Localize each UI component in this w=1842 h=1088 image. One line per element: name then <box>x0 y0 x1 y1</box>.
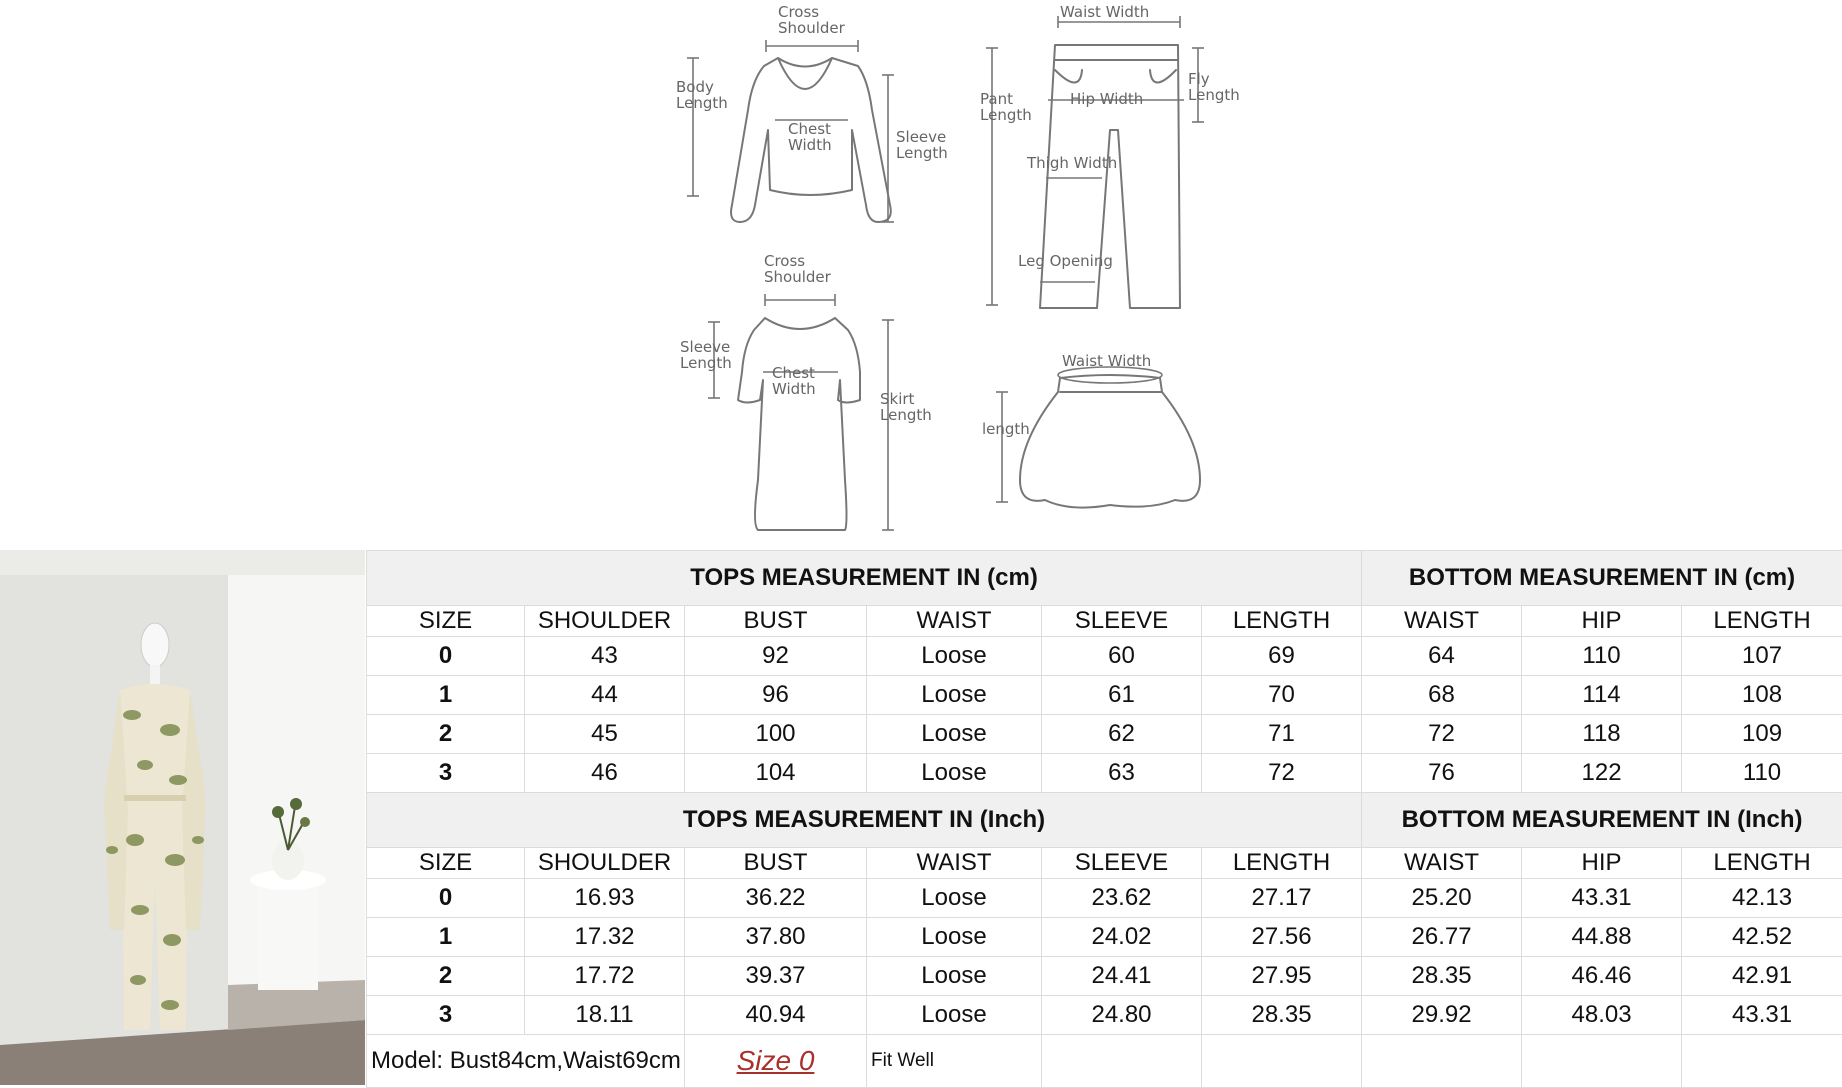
header-cell: SIZE <box>367 848 525 879</box>
pants-hip-label: Hip Width <box>1070 90 1143 108</box>
table-row <box>367 754 1842 793</box>
size-cell: 1 <box>367 918 525 957</box>
table-cell: 24.02 <box>1042 918 1202 957</box>
table-cell: 96 <box>685 676 867 715</box>
table-cell: 43 <box>525 637 685 676</box>
top-body-label-2: Length <box>676 94 728 112</box>
dress-skirt-label-1: Skirt <box>880 390 915 408</box>
table-cell: 118 <box>1522 715 1682 754</box>
header-cell: BUST <box>685 606 867 637</box>
skirt-waist-label: Waist Width <box>1062 352 1151 370</box>
empty-cell <box>1682 1035 1842 1088</box>
table-row <box>367 996 1842 1035</box>
model-footer-row <box>367 1035 1842 1088</box>
table-cell: Loose <box>867 637 1042 676</box>
size-cell: 0 <box>367 637 525 676</box>
dress-cross-label-2: Shoulder <box>764 268 832 286</box>
size-cell: 2 <box>367 715 525 754</box>
top-sleeve-label-2: Length <box>896 144 948 162</box>
header-cell: HIP <box>1522 606 1682 637</box>
header-cell: SLEEVE <box>1042 606 1202 637</box>
header-cell: WAIST <box>867 848 1042 879</box>
pants-fly-label-2: Length <box>1188 86 1240 104</box>
table-cell: 27.17 <box>1202 879 1362 918</box>
table-cell: Loose <box>867 676 1042 715</box>
top-chest-label-1: Chest <box>788 120 831 138</box>
table-cell: 68 <box>1362 676 1522 715</box>
fit-note: Fit Well <box>867 1035 1042 1088</box>
table-cell: 76 <box>1362 754 1522 793</box>
empty-cell <box>1042 1035 1202 1088</box>
table-cell: 39.37 <box>685 957 867 996</box>
table-cell: 100 <box>685 715 867 754</box>
pants-length-label-1: Pant <box>980 90 1013 108</box>
pants-waist-label: Waist Width <box>1060 3 1149 21</box>
model-measurements: Model: Bust84cm,Waist69cm <box>367 1035 685 1088</box>
size-cell: 0 <box>367 879 525 918</box>
table-cell: 122 <box>1522 754 1682 793</box>
table-row <box>367 637 1842 676</box>
table-cell: 62 <box>1042 715 1202 754</box>
table-cell: 42.13 <box>1682 879 1842 918</box>
bottom-cm-title: BOTTOM MEASUREMENT IN (cm) <box>1362 551 1842 606</box>
tops-cm-title: TOPS MEASUREMENT IN (cm) <box>367 551 1362 606</box>
inch-header-row <box>367 848 1842 879</box>
empty-cell <box>1522 1035 1682 1088</box>
table-row <box>367 918 1842 957</box>
table-cell: 25.20 <box>1362 879 1522 918</box>
table-cell: 60 <box>1042 637 1202 676</box>
table-cell: Loose <box>867 754 1042 793</box>
table-cell: 69 <box>1202 637 1362 676</box>
top-chest-label-2: Width <box>788 136 832 154</box>
pants-fly-label-1: Fly <box>1188 70 1210 88</box>
top-cross-label-2: Shoulder <box>778 19 846 37</box>
table-cell: 46.46 <box>1522 957 1682 996</box>
table-cell: 17.32 <box>525 918 685 957</box>
header-cell: SLEEVE <box>1042 848 1202 879</box>
dress-cross-label-1: Cross <box>764 252 805 270</box>
top-diagram <box>676 3 948 222</box>
table-cell: Loose <box>867 996 1042 1035</box>
table-cell: 28.35 <box>1202 996 1362 1035</box>
table-cell: Loose <box>867 957 1042 996</box>
table-cell: 48.03 <box>1522 996 1682 1035</box>
header-cell: WAIST <box>1362 606 1522 637</box>
table-row <box>367 957 1842 996</box>
header-cell: WAIST <box>1362 848 1522 879</box>
table-cell: Loose <box>867 879 1042 918</box>
table-cell: 27.56 <box>1202 918 1362 957</box>
empty-cell <box>1362 1035 1522 1088</box>
table-row <box>367 676 1842 715</box>
header-cell: LENGTH <box>1682 606 1842 637</box>
table-cell: 43.31 <box>1682 996 1842 1035</box>
table-cell: 61 <box>1042 676 1202 715</box>
header-cell: SHOULDER <box>525 848 685 879</box>
skirt-length-label: length <box>982 420 1030 438</box>
header-cell: SIZE <box>367 606 525 637</box>
size-cell: 2 <box>367 957 525 996</box>
product-photo <box>0 550 365 1085</box>
skirt-diagram <box>982 352 1200 508</box>
table-cell: 114 <box>1522 676 1682 715</box>
table-cell: 24.80 <box>1042 996 1202 1035</box>
dress-diagram <box>680 252 932 530</box>
dress-chest-label-1: Chest <box>772 364 815 382</box>
table-cell: 42.91 <box>1682 957 1842 996</box>
table-cell: 70 <box>1202 676 1362 715</box>
table-cell: 63 <box>1042 754 1202 793</box>
pants-length-label-2: Length <box>980 106 1032 124</box>
table-cell: 110 <box>1522 637 1682 676</box>
model-size: Size 0 <box>685 1035 867 1088</box>
header-cell: LENGTH <box>1202 606 1362 637</box>
size-cell: 1 <box>367 676 525 715</box>
table-cell: 108 <box>1682 676 1842 715</box>
size-cell: 3 <box>367 754 525 793</box>
table-cell: 71 <box>1202 715 1362 754</box>
table-cell: Loose <box>867 715 1042 754</box>
top-body-label-1: Body <box>676 78 714 96</box>
table-cell: 17.72 <box>525 957 685 996</box>
table-cell: 45 <box>525 715 685 754</box>
table-row <box>367 879 1842 918</box>
top-sleeve-label-1: Sleeve <box>896 128 946 146</box>
header-cell: BUST <box>685 848 867 879</box>
size-chart-table <box>366 550 1842 1085</box>
dress-skirt-label-2: Length <box>880 406 932 424</box>
cm-rows <box>367 637 1842 793</box>
table-cell: 18.11 <box>525 996 685 1035</box>
table-cell: 24.41 <box>1042 957 1202 996</box>
table-cell: Loose <box>867 918 1042 957</box>
dress-sleeve-label-1: Sleeve <box>680 338 730 356</box>
header-cell: HIP <box>1522 848 1682 879</box>
size-cell: 3 <box>367 996 525 1035</box>
table-cell: 42.52 <box>1682 918 1842 957</box>
table-cell: 92 <box>685 637 867 676</box>
mannequin-floral-jumpsuit-photo <box>0 550 365 1085</box>
table-cell: 107 <box>1682 637 1842 676</box>
table-cell: 23.62 <box>1042 879 1202 918</box>
table-cell: 46 <box>525 754 685 793</box>
table-cell: 26.77 <box>1362 918 1522 957</box>
empty-cell <box>1202 1035 1362 1088</box>
header-cell: WAIST <box>867 606 1042 637</box>
header-cell: LENGTH <box>1682 848 1842 879</box>
table-cell: 109 <box>1682 715 1842 754</box>
table-cell: 44.88 <box>1522 918 1682 957</box>
inch-rows <box>367 879 1842 1035</box>
header-cell: LENGTH <box>1202 848 1362 879</box>
bottom-inch-title: BOTTOM MEASUREMENT IN (Inch) <box>1362 793 1842 848</box>
pants-thigh-label: Thigh Width <box>1026 154 1117 172</box>
table-cell: 44 <box>525 676 685 715</box>
table-cell: 72 <box>1202 754 1362 793</box>
cm-header-row <box>367 606 1842 637</box>
table-cell: 29.92 <box>1362 996 1522 1035</box>
table-row <box>367 715 1842 754</box>
table-cell: 110 <box>1682 754 1842 793</box>
dress-sleeve-label-2: Length <box>680 354 732 372</box>
pants-diagram <box>980 3 1240 308</box>
table-cell: 72 <box>1362 715 1522 754</box>
header-cell: SHOULDER <box>525 606 685 637</box>
top-cross-label-1: Cross <box>778 3 819 21</box>
table-cell: 36.22 <box>685 879 867 918</box>
table-cell: 64 <box>1362 637 1522 676</box>
tops-inch-title: TOPS MEASUREMENT IN (Inch) <box>367 793 1362 848</box>
table-cell: 27.95 <box>1202 957 1362 996</box>
dress-chest-label-2: Width <box>772 380 816 398</box>
table-cell: 16.93 <box>525 879 685 918</box>
table-cell: 104 <box>685 754 867 793</box>
table-cell: 40.94 <box>685 996 867 1035</box>
pants-leg-label: Leg Opening <box>1018 252 1113 270</box>
table-cell: 37.80 <box>685 918 867 957</box>
table-cell: 43.31 <box>1522 879 1682 918</box>
table-cell: 28.35 <box>1362 957 1522 996</box>
